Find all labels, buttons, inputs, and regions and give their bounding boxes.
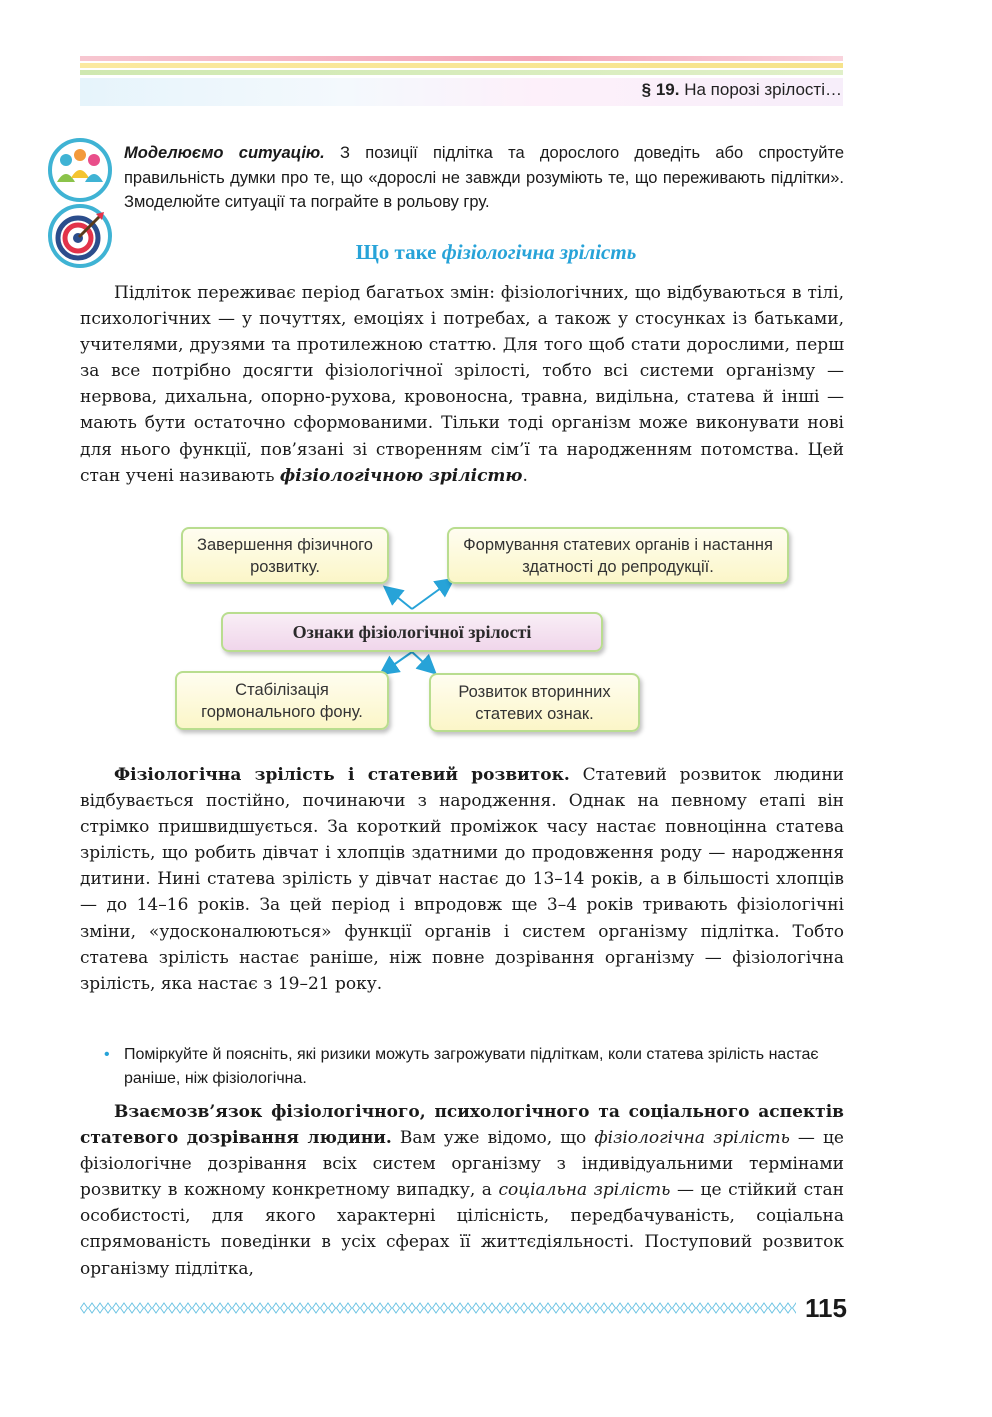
section-title — [0, 240, 992, 265]
section-number: § 19. — [641, 80, 680, 99]
activity-intro — [124, 141, 844, 215]
paragraph-relationship-aspects — [80, 1099, 844, 1282]
paragraph2-text: Статевий розвиток людини відбувається постійно, починаючи з народження. Однак на певному етапі він стрімко пришвидшується. За короткий проміжок часу настає повноцінна статева зрілість, що робить дівчат і хлопців здатними до продовження роду — народження дитини. Нині статева зрілість у дівчат настає до 13–14 років, а в більшості хлопців — до 14–16 років. За цей період і впродовж ще 3–4 років тривають фізіологічні зміни, «удосконалюються» функції органів і систем організму підлітка. Тобто статева зрілість настає раніше, ніж повне дозрівання організму — фізіологічна зрілість, яка настає з 19–21 року. — [80, 765, 844, 994]
header-stripe-green — [80, 70, 843, 75]
paragraph3-text1: Вам уже відомо, що — [391, 1128, 595, 1149]
section-title-italic: фізіологічна зрілість — [441, 240, 637, 264]
paragraph-sexual-development — [80, 762, 844, 997]
diagram-box-physical-development: Завершення фізичного розвитку. — [181, 527, 389, 584]
diagram-box-hormonal: Стабілізація гормонального фону. — [175, 671, 389, 730]
paragraph2-heading: Фізіологічна зрілість і статевий розвиток. — [114, 765, 570, 785]
running-header — [642, 80, 842, 100]
paragraph3-text3: — це стійкий стан особистості, для якого характерні цілісність, передбачуваність, соціальна спрямованість поведінки в усіх сферах її життєдіяльності. Поступовий розвиток організму підлітка, — [80, 1180, 844, 1279]
bullet-marker: • — [104, 1046, 110, 1063]
section-running-title: На порозі зрілості… — [684, 80, 842, 99]
paragraph-physiological-maturity — [80, 280, 844, 489]
header-stripe-yellow — [80, 63, 843, 68]
paragraph3-term1: фізіологічна зрілість — [594, 1128, 790, 1149]
paragraph3-term2: соціальна зрілість — [498, 1180, 671, 1201]
paragraph1-text: Підліток переживає період багатьох змін: фізіологічних, що відбуваються в тілі, психологічних — у почуттях, емоціях і потребах, а також у стосунках із батьками, учителями, друзями та протилежною статтю. Для того щоб стати дорослими, перш за все потрібно досягти фізіологічної зрілості, тобто всі системи організму — нервова, дихальна, опорно-рухова, кровоносна, травна, видільна, статева й інші — мають бути остаточно сформованими. Тільки тоді організм може виконувати нові для нього функції, пов’язані зі створенням сім’ї та народженням потомства. Цей стан учені називають — [80, 283, 844, 486]
header-stripe-pink — [80, 56, 843, 61]
activity-text: З позиції підлітка та дорослого доведіть або спростуйте правильність думки про те, що «дорослі не завжди розуміють те, що переживають підлітки». Змоделюйте ситуації та пограйте в рольову гру. — [124, 144, 844, 211]
question-bullet — [104, 1043, 849, 1090]
section-title-plain: Що таке — [355, 240, 442, 264]
diagram-box-reproduction: Формування статевих органів і настання здатності до репродукції. — [447, 527, 789, 584]
diagram-box-secondary-traits: Розвиток вторинних статевих ознак. — [429, 673, 640, 732]
paragraph3-heading: Взаємозв’язок фізіологічного, психологічного та соціального аспектів статевого дозрівання людини. — [80, 1102, 844, 1149]
people-group-icon — [48, 138, 112, 202]
bullet-text: Поміркуйте й поясніть, які ризики можуть загрожувати підліткам, коли статева зрілість настає раніше, ніж фізіологічна. — [124, 1046, 819, 1087]
footer-decorative-border — [80, 1302, 796, 1314]
activity-lead: Моделюємо ситуацію. — [124, 144, 325, 162]
paragraph1-end: . — [522, 465, 528, 486]
paragraph1-term: фізіологічною зрілістю — [279, 465, 523, 486]
paragraph3-text2: — це фізіологічне дозрівання всіх систем організму з індивідуальними термінами розвитку в кожному конкретному випадку, а — [80, 1128, 844, 1201]
page-number: 115 — [805, 1293, 847, 1323]
diagram-center-box: Ознаки фізіологічної зрілості — [221, 612, 603, 652]
